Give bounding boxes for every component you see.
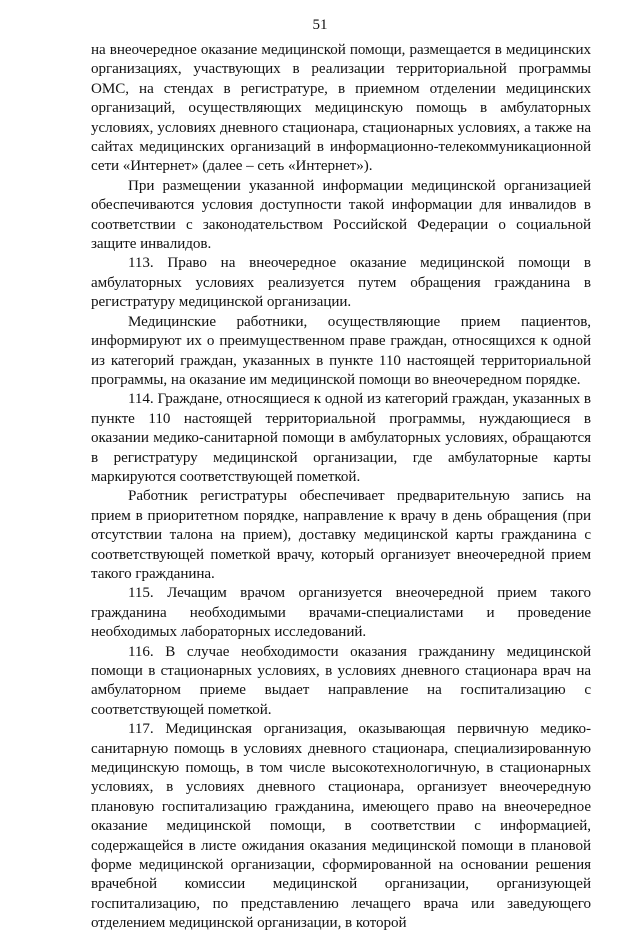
paragraph-114: 114. Граждане, относящиеся к одной из категорий граждан, указанных в пункте 110 настоящей территориальной программы, нуждающиеся в оказании медико-санитарной помощи в амбулаторных условиях, обращаются в регистратуру медицинской организации, где амбулаторные карты маркируются соответствующей пометкой. [91, 391, 591, 485]
paragraph-117: 117. Медицинская организация, оказывающая первичную медико-санитарную помощь в условиях дневного стационара, специализированную медицинскую помощь, в том числе высокотехнологичную, в стационарных условиях, в условиях дневного стационара, организует внеочередную плановую госпитализацию гражданина, имеющего право на внеочередное оказание медицинской помощи, в соответствии с информацией, содержащейся в листе ожидания оказания медицинской помощи в плановой форме медицинской организации, сформированной на основании решения врачебной комиссии медицинской организации, организующей госпитализацию, по представлению лечащего врача или заведующего отделением медицинской организации, в которой [91, 721, 591, 932]
paragraph-continuation: на внеочередное оказание медицинской помощи, размещается в медицинских организациях, участвующих в реализации территориальной программы ОМС, на стендах в регистратуре, в приемном отделении медицинских организаций, осуществляющих медицинскую помощь в амбулаторных условиях, условиях дневного стационара, стационарных условиях, а также на сайтах медицинских организаций в информационно-телекоммуникационной сети «Интернет» (далее – сеть «Интернет»). [91, 42, 591, 175]
paragraph-accessibility: При размещении указанной информации медицинской организацией обеспечиваются условия доступности такой информации для инвалидов в соответствии с законодательством Российской Федерации о социальной защите инвалидов. [91, 177, 591, 253]
paragraph-113: 113. Право на внеочередное оказание медицинской помощи в амбулаторных условиях реализуется путем обращения гражданина в регистратуру медицинской организации. [91, 255, 591, 311]
paragraph-115: 115. Лечащим врачом организуется внеочередной прием такого гражданина необходимыми врачами-специалистами и проведение необходимых лабораторных исследований. [91, 585, 591, 641]
document-body [91, 41, 591, 934]
paragraph-medical-workers: Медицинские работники, осуществляющие прием пациентов, информируют их о преимущественном праве граждан, относящихся к одной из категорий граждан, указанных в пункте 110 настоящей территориальной программы, на оказание им медицинской помощи во внеочередном порядке. [91, 313, 591, 388]
paragraph-116: 116. В случае необходимости оказания гражданину медицинской помощи в стационарных условиях, в условиях дневного стационара врач на амбулаторном приеме выдает направление на госпитализацию с соответствующей пометкой. [91, 643, 591, 718]
paragraph-registry-worker: Работник регистратуры обеспечивает предварительную запись на прием в приоритетном порядке, направление к врачу в день обращения (при отсутствии талона на прием), доставку медицинской карты гражданина с соответствующей пометкой врачу, который организует внеочередной прием такого гражданина. [91, 488, 591, 582]
page-number: 51 [312, 17, 328, 33]
